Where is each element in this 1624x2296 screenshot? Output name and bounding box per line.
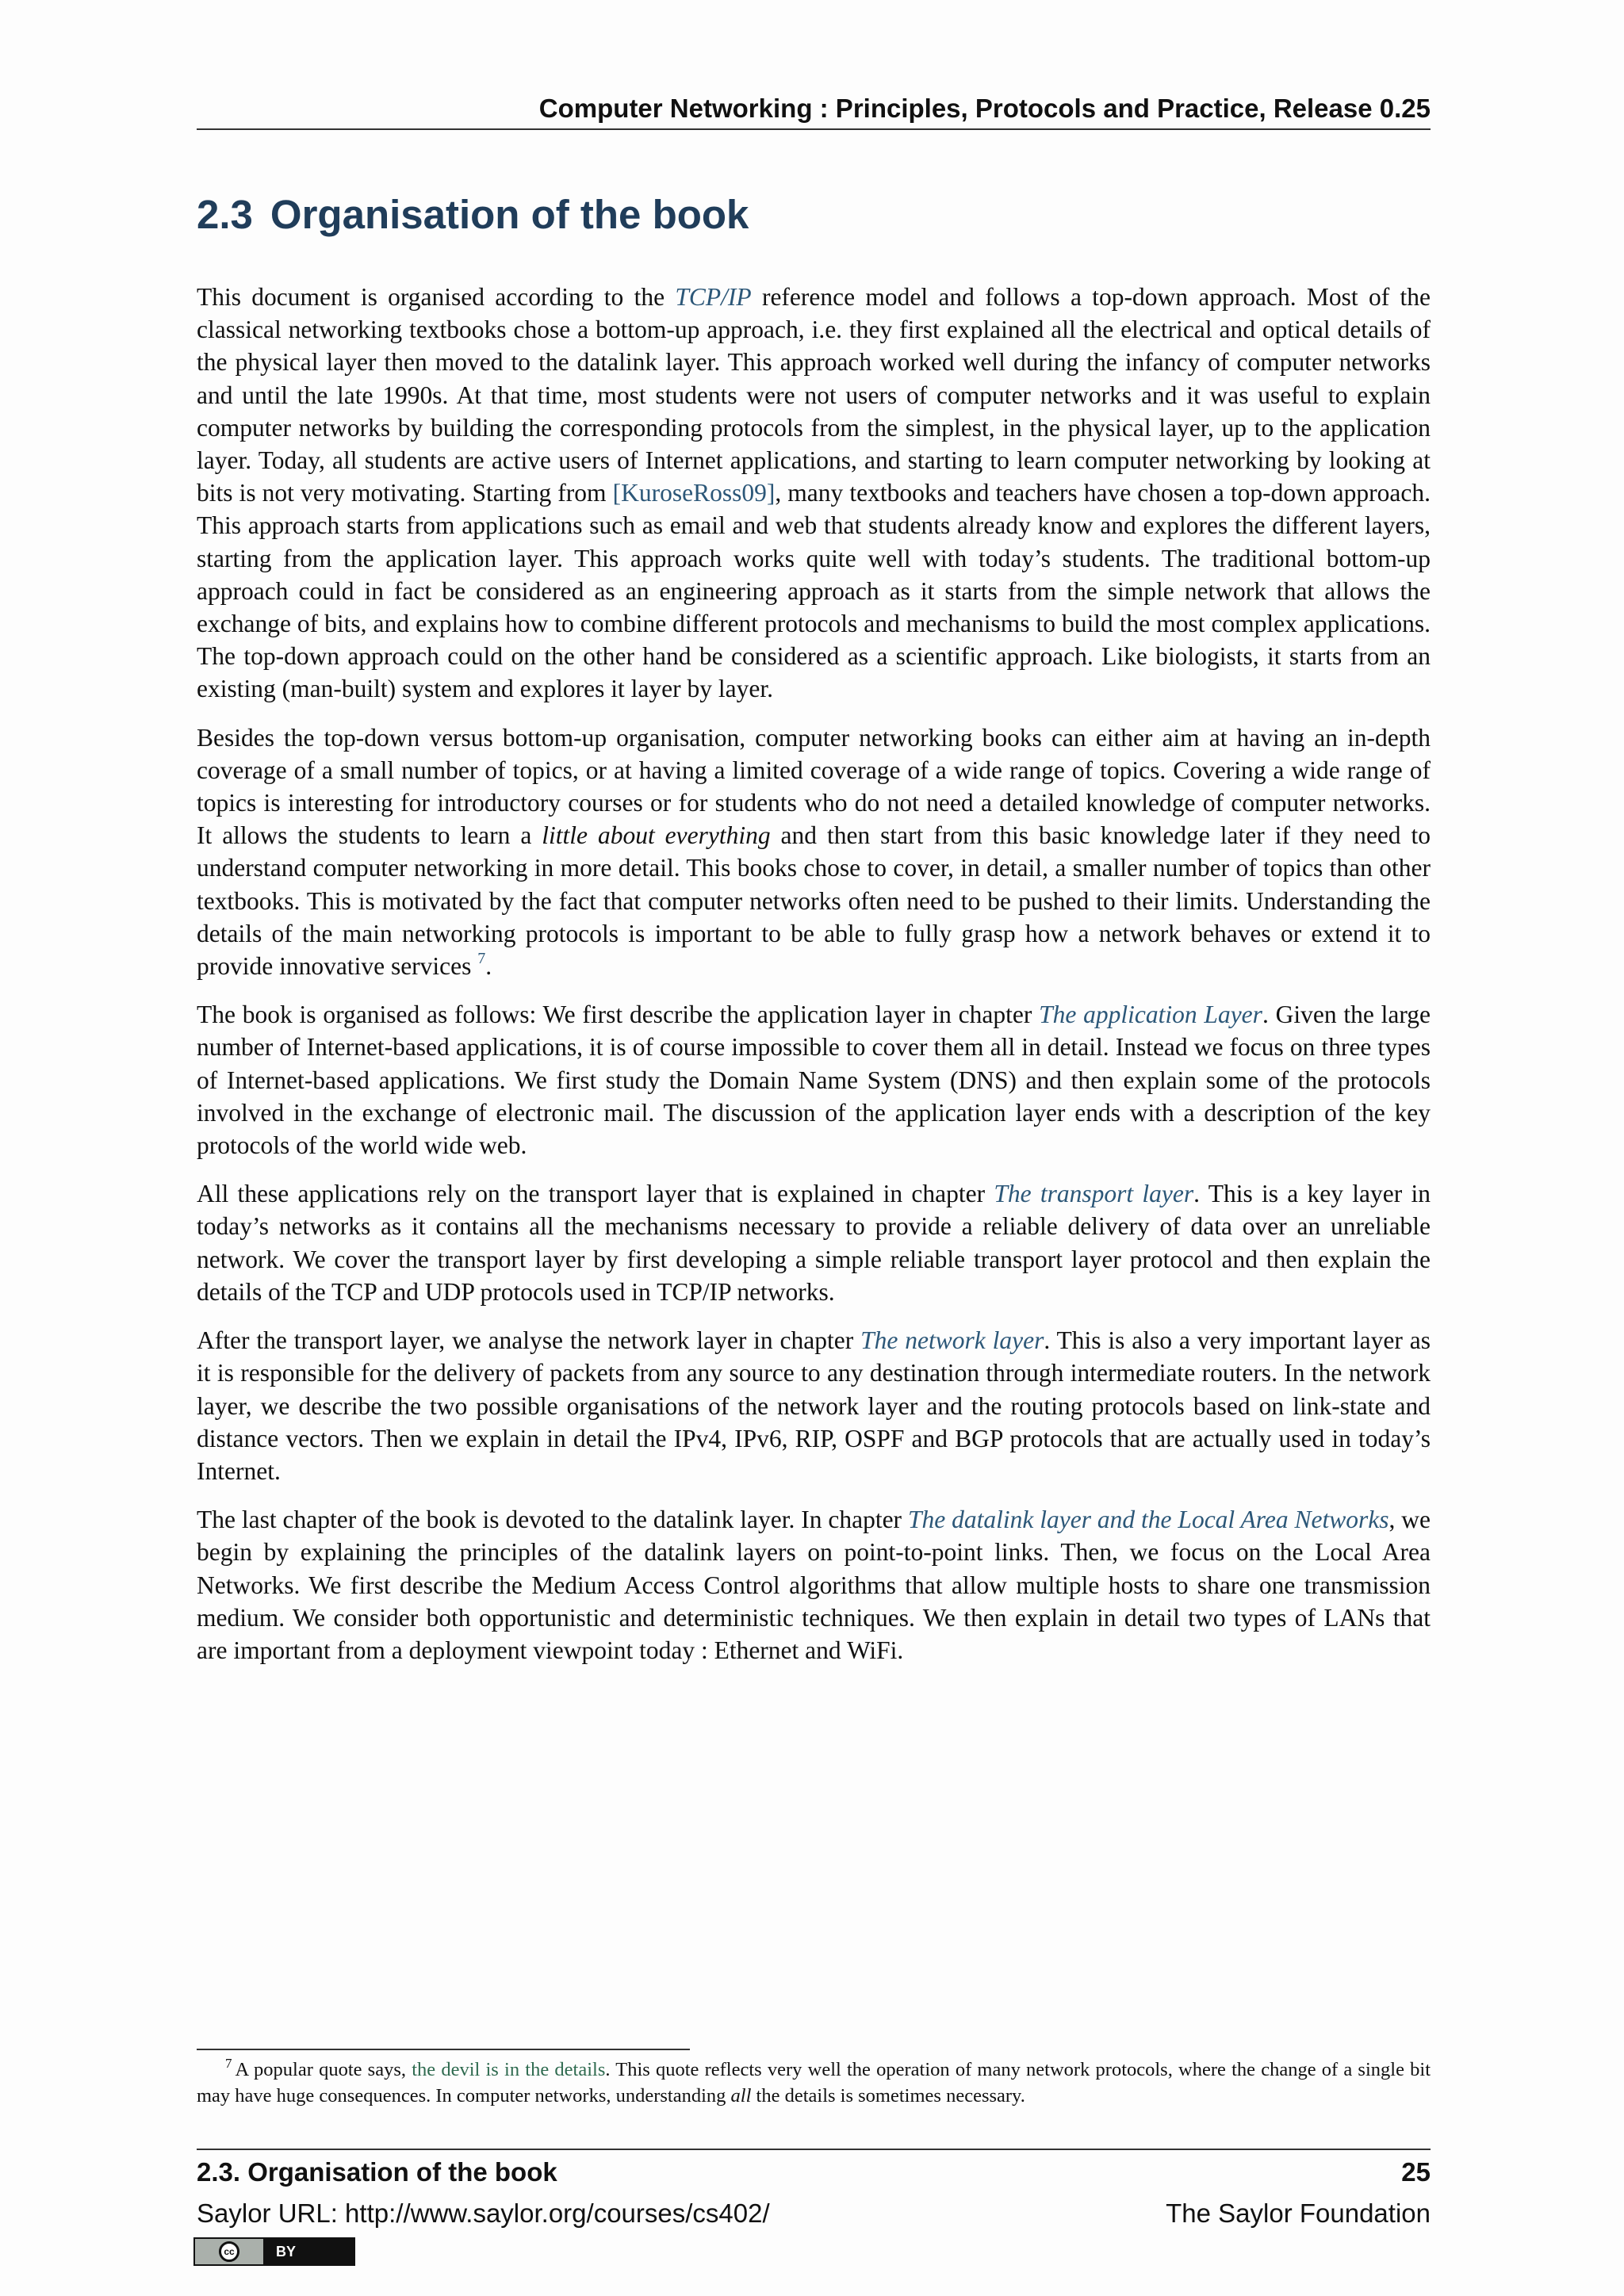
text: . This quote reflects very well the operation of many network protocols, where the change of a single bit may have huge consequences. In computer networks, understanding — [197, 2059, 1431, 2107]
text: . This is a key layer in today’s networks as it contains all the mechanisms necessary to provide a reliable delivery of data over an unreliable network. We cover the transport layer by first developing a simple reliable transport layer protocol and then explain the details of the TCP and UDP protocols used in TCP/IP networks. — [197, 1180, 1431, 1306]
saylor-foundation: The Saylor Foundation — [1166, 2198, 1431, 2228]
footer-section-label: 2.3. Organisation of the book — [197, 2157, 557, 2187]
text: . Given the large number of Internet-based applications, it is of course impossible to cover them all in detail. Instead we focus on three types of Internet-based applications. We first study the Domain Name System (DNS) and then explain some of the protocols involved in the exchange of electronic mail. The discussion of the application layer ends with a description of the key protocols of the world wide web. — [197, 1001, 1431, 1160]
section-number: 2.3 — [197, 192, 253, 237]
section-title-text: Organisation of the book — [270, 192, 749, 237]
cc-icon-area — [195, 2239, 265, 2264]
text: , many textbooks and teachers have chosen a top-down approach. This approach starts from applications such as email and web that students already know and explores the different layers, starting from the application layer. This approach works quite well with today’s students. The traditional bottom-up approach could in fact be considered as an engineering approach as it starts from the simple network that allows the exchange of bits, and explains how to combine different protocols and mechanisms to build the most complex applications. The top-down approach could on the other hand be considered as a scientific approach. Like biologists, it starts from an existing (man-built) system and explores it layer by layer. — [197, 479, 1431, 703]
link-network-layer[interactable]: The network layer — [860, 1326, 1044, 1355]
link-application-layer[interactable]: The application Layer — [1039, 1001, 1262, 1029]
paragraph-3 — [197, 998, 1431, 1161]
link-transport-layer[interactable]: The transport layer — [994, 1180, 1194, 1208]
link-datalink-layer[interactable]: The datalink layer and the Local Area Networks — [907, 1506, 1389, 1534]
text: reference model and follows a top-down approach. Most of the classical networking textbooks chose a bottom-up approach, i.e. they first explained all the electrical and optical details of the physical layer then moved to the datalink layer. This approach worked well during the infancy of computer networks and until the late 1990s. At that time, most students were not users of computer networks and it was useful to explain computer networks by building the corresponding protocols from the simplest, in the physical layer, up to the application layer. Today, all students are active users of Internet applications, and starting to learn computer networking by looking at bits is not very motivating. Starting from — [197, 283, 1431, 507]
emphasis: little about everything — [542, 821, 771, 850]
citation-kuroseross09[interactable]: [KuroseRoss09] — [612, 479, 776, 507]
paragraph-6 — [197, 1503, 1431, 1667]
text: and then start from this basic knowledge later if they need to understand computer networking in more detail. This books chose to cover, in detail, a smaller number of topics than other textbooks. This is motivated by the fact that computer networks often need to be pushed to their limits. Understanding the details of the main networking protocols is important to be able to fully grasp how a network behaves or extend it to provide innovative services — [197, 821, 1431, 981]
text: . This is also a very important layer as it is responsible for the delivery of packets from any source to any destination through intermediate routers. In the network layer, we describe the two possible organisations of the network layer and the routing protocols based on link-state and distance vectors. Then we explain in detail the IPv4, IPv6, RIP, OSPF and BGP protocols that are actually used in today’s Internet. — [197, 1326, 1431, 1485]
footnote-mark: 7 — [225, 2056, 232, 2071]
text: After the transport layer, we analyse the network layer in chapter — [197, 1326, 861, 1355]
text: A popular quote says, — [235, 2059, 412, 2080]
footer-divider — [197, 2149, 1431, 2150]
text: All these applications rely on the transport layer that is explained in chapter — [197, 1180, 994, 1208]
running-header: Computer Networking : Principles, Protocols and Practice, Release 0.25 — [197, 89, 1431, 130]
footnote-divider — [197, 2049, 690, 2050]
cc-icon: cc — [219, 2241, 239, 2262]
paragraph-1 — [197, 281, 1431, 706]
footnote-link[interactable]: the devil is in the details — [412, 2059, 606, 2080]
paragraph-4 — [197, 1177, 1431, 1308]
footnote-ref[interactable]: 7 — [477, 950, 486, 968]
body-text — [197, 281, 1431, 1682]
text: , we begin by explaining the principles of the datalink layers on point-to-point links. Then, we focus on the Local Area Networks. We first describe the Medium Access Control algorithms that allow multiple hosts to share one transmission medium. We consider both opportunistic and deterministic techniques. We then explain in detail two types of LANs that are important from a deployment viewpoint today : Ethernet and WiFi. — [197, 1506, 1431, 1664]
text: the details is sometimes necessary. — [751, 2085, 1025, 2107]
section-title — [197, 187, 749, 243]
emphasis: all — [730, 2085, 752, 2107]
saylor-url[interactable]: Saylor URL: http://www.saylor.org/courses/cs402/ — [197, 2198, 770, 2228]
cc-license-badge[interactable] — [193, 2237, 355, 2266]
text: The last chapter of the book is devoted to the datalink layer. In chapter — [197, 1506, 908, 1534]
text: The book is organised as follows: We first describe the application layer in chapter — [197, 1001, 1040, 1029]
link-tcpip[interactable]: TCP/IP — [675, 283, 752, 311]
cc-by-label: BY — [265, 2239, 354, 2264]
footer-source-row — [197, 2196, 1431, 2231]
paragraph-5 — [197, 1324, 1431, 1487]
text: Besides the top-down versus bottom-up organisation, computer networking books can either aim at having an in-depth coverage of a small number of topics, or at having a limited coverage of a wide range of topics. Covering a wide range of topics is interesting for introductory courses or for students who do not need a detailed knowledge of computer networks. It allows the students to learn a — [197, 723, 1431, 850]
paragraph-2 — [197, 721, 1431, 983]
text: This document is organised according to the — [197, 283, 676, 311]
footer-section-row — [197, 2155, 1431, 2190]
page-number: 25 — [1401, 2157, 1431, 2187]
footnote — [197, 2057, 1431, 2109]
text: . — [485, 952, 492, 981]
